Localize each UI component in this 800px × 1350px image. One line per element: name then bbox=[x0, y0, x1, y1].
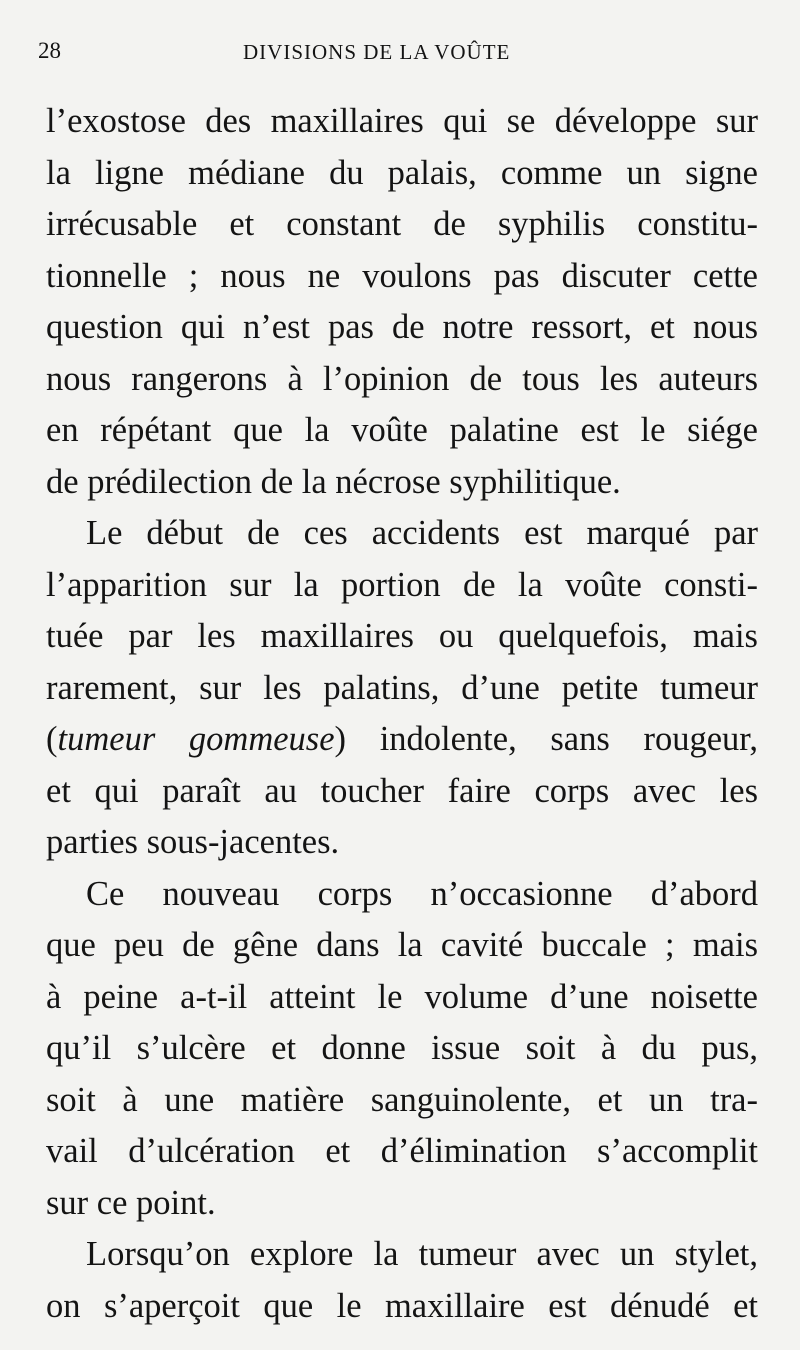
page-header bbox=[38, 38, 738, 78]
paragraph-first-line: Lorsqu’on explore la tumeur avec un stylet, bbox=[86, 1235, 758, 1273]
text-line: à peine a-t-il atteint le volume d’une noisette bbox=[46, 977, 758, 1016]
text-line: on s’aperçoit que le maxillaire est dénudé et bbox=[46, 1286, 758, 1325]
body-text bbox=[46, 96, 758, 1332]
running-head: DIVISIONS DE LA VOÛTE bbox=[243, 40, 511, 64]
text-line: de prédilection de la nécrose syphilitique. bbox=[46, 462, 621, 501]
text-line: l’apparition sur la portion de la voûte consti- bbox=[46, 565, 758, 604]
text-line: la ligne médiane du palais, comme un signe bbox=[46, 153, 758, 192]
text-line: et qui paraît au toucher faire corps avec les bbox=[46, 771, 758, 810]
text-line: irrécusable et constant de syphilis constitu- bbox=[46, 205, 758, 243]
text-line: l’exostose des maxillaires qui se développe sur bbox=[46, 102, 758, 140]
text-line: parties sous-jacentes. bbox=[46, 823, 340, 861]
paragraph-first-line: Ce nouveau corps n’occasionne d’abord bbox=[86, 874, 758, 913]
text-line: soit à une matière sanguinolente, et un tra- bbox=[46, 1080, 758, 1119]
line-rest: ) indolente, sans rougeur, bbox=[334, 720, 758, 758]
text-line: que peu de gêne dans la cavité buccale ; mais bbox=[46, 926, 758, 964]
text-line: vail d’ulcération et d’élimination s’accomplit bbox=[46, 1132, 758, 1170]
open-paren: ( bbox=[46, 720, 58, 758]
text-line: tionnelle ; nous ne voulons pas discuter cette bbox=[46, 256, 758, 295]
text-line: tuée par les maxillaires ou quelquefois, mais bbox=[46, 617, 758, 655]
text-line: sur ce point. bbox=[46, 1183, 216, 1222]
text-line: rarement, sur les palatins, d’une petite tumeur bbox=[46, 668, 758, 707]
text-line: question qui n’est pas de notre ressort, et nous bbox=[46, 308, 758, 346]
text-line-with-italic bbox=[46, 714, 758, 766]
page-number: 28 bbox=[38, 38, 61, 63]
text-line: en répétant que la voûte palatine est le siége bbox=[46, 411, 758, 449]
text-line: qu’il s’ulcère et donne issue soit à du pus, bbox=[46, 1029, 758, 1067]
text-line: nous rangerons à l’opinion de tous les auteurs bbox=[46, 359, 758, 398]
paragraph-first-line: Le début de ces accidents est marqué par bbox=[86, 514, 758, 552]
italic-term: tumeur gommeuse bbox=[57, 720, 335, 758]
